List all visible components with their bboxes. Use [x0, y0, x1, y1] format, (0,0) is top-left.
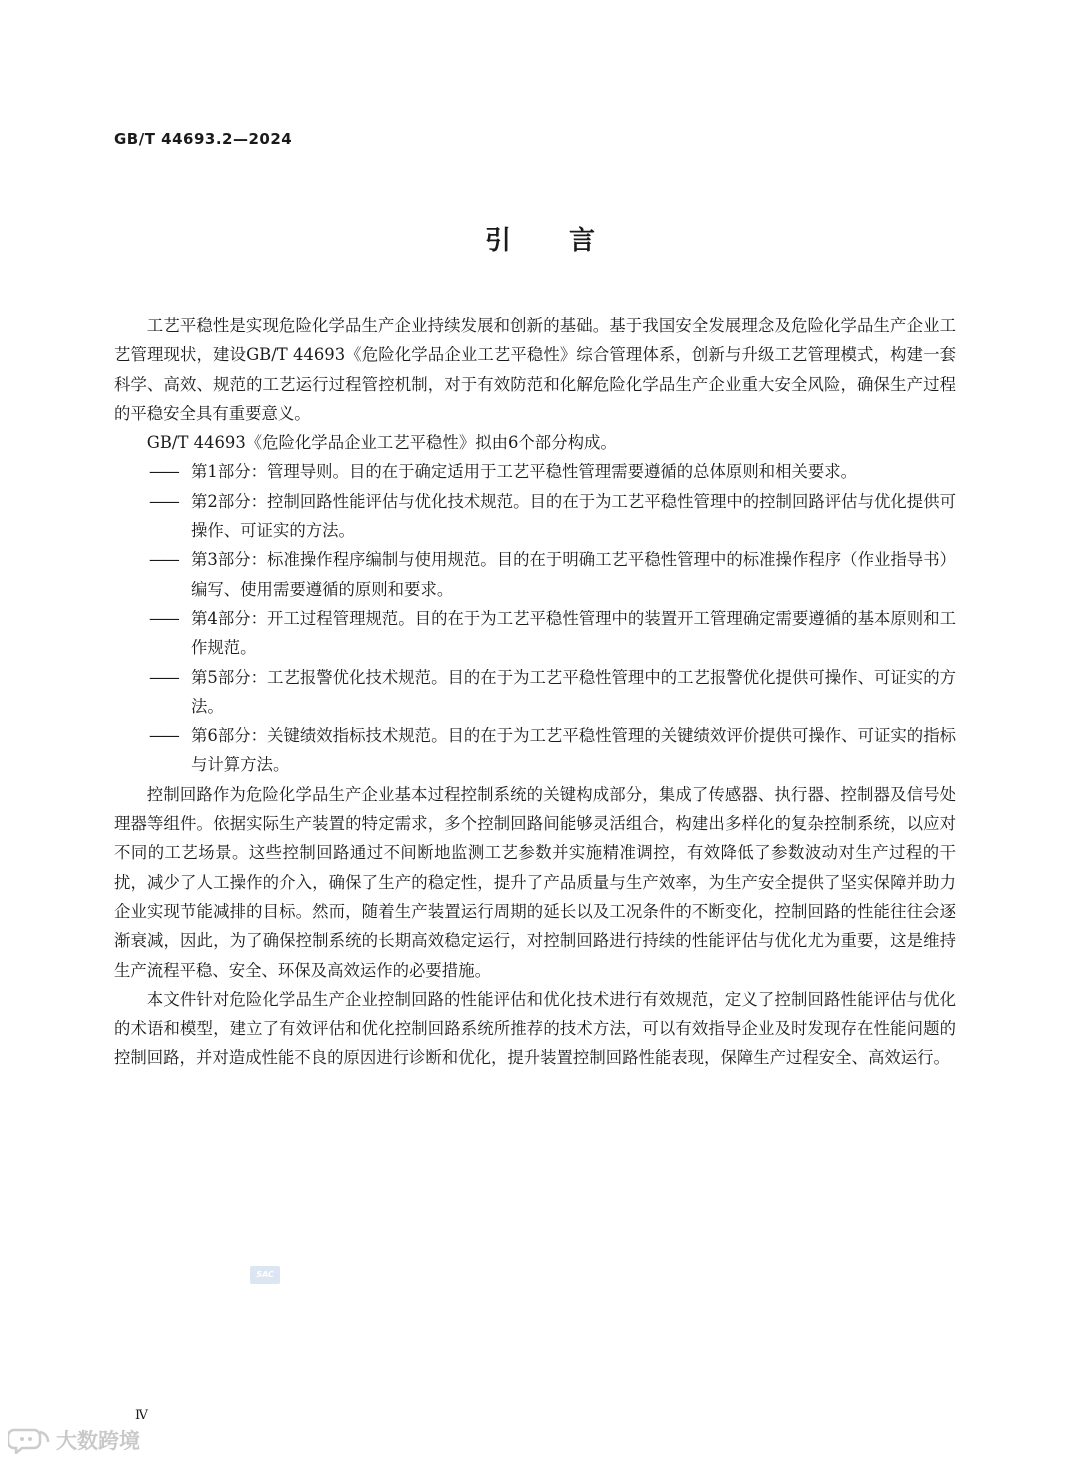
list-item-text: 第2部分：控制回路性能评估与优化技术规范。目的在于为工艺平稳性管理中的控制回路评估与优化提供可操作、可证实的方法。 [191, 491, 956, 541]
list-item-part-4 [114, 604, 956, 663]
list-item-part-5 [114, 663, 956, 722]
list-item-text: 第6部分：关键绩效指标技术规范。目的在于为工艺平稳性管理的关键绩效评价提供可操作、可证实的指标与计算方法。 [191, 726, 956, 775]
paragraph-intro: 工艺平稳性是实现危险化学品生产企业持续发展和创新的基础。基于我国安全发展理念及危险化学品生产企业工艺管理现状，建设GB/T 44693《危险化学品企业工艺平稳性》综合管理体系，创新与升级工艺管理模式，构建一套科学、高效、规范的工艺运行过程管控机制，对于有效防范和化解危险化学品生产企业重大安全风险，确保生产过程的平稳安全具有重要意义。 [114, 316, 956, 423]
watermark-text: 大数跨境 [56, 1429, 140, 1453]
watermark [8, 1425, 140, 1455]
speech-bubble-logo-icon [8, 1426, 52, 1454]
list-item-text: 第5部分：工艺报警优化技术规范。目的在于为工艺平稳性管理中的工艺报警优化提供可操作、可证实的方法。 [191, 667, 956, 716]
list-item-part-6 [114, 721, 956, 780]
list-item-part-3 [114, 545, 956, 604]
list-dash: —— [149, 667, 178, 687]
list-dash: —— [149, 462, 178, 482]
list-item-part-2 [114, 487, 956, 546]
sac-logo-icon: SAC [250, 1266, 280, 1284]
paragraph-control-loops: 控制回路作为危险化学品生产企业基本过程控制系统的关键构成部分，集成了传感器、执行器、控制器及信号处理器等组件。依据实际生产装置的特定需求，多个控制回路间能够灵活组合，构建出多样化的复杂控制系统，以应对不同的工艺场景。这些控制回路通过不间断地监测工艺参数并实施精准调控，有效降低了参数波动对生产过程的干扰，减少了人工操作的介入，确保了生产的稳定性，提升了产品质量与生产效率，为生产安全提供了坚实保障并助力企业实现节能减排的目标。然而，随着生产装置运行周期的延长以及工况条件的不断变化，控制回路的性能往往会逐渐衰减，因此，为了确保控制系统的长期高效稳定运行，对控制回路进行持续的性能评估与优化尤为重要，这是维持生产流程平稳、安全、环保及高效运作的必要措施。 [114, 784, 956, 980]
standard-number: GB/T 44693.2—2024 [114, 130, 293, 148]
page-number: Ⅳ [135, 1408, 148, 1423]
list-dash: —— [149, 726, 178, 746]
paragraph-parts-overview: GB/T 44693《危险化学品企业工艺平稳性》拟由6个部分构成。 [146, 433, 617, 453]
list-item-text: 第4部分：开工过程管理规范。目的在于为工艺平稳性管理中的装置开工管理确定需要遵循的基本原则和工作规范。 [191, 608, 956, 658]
list-dash: —— [149, 608, 178, 628]
page-title: 引言 [484, 226, 653, 256]
document-body [114, 311, 956, 1073]
paragraph-scope: 本文件针对危险化学品生产企业控制回路的性能评估和优化技术进行有效规范，定义了控制回路性能评估与优化的术语和模型，建立了有效评估和优化控制回路系统所推荐的技术方法，可以有效指导企业及时发现存在性能问题的控制回路，并对造成性能不良的原因进行诊断和优化，提升装置控制回路性能表现，保障生产过程安全、高效运行。 [114, 989, 956, 1068]
list-dash: —— [149, 491, 178, 511]
list-item-text: 第3部分：标准操作程序编制与使用规范。目的在于明确工艺平稳性管理中的标准操作程序（作业指导书）编写、使用需要遵循的原则和要求。 [191, 550, 956, 599]
list-item-part-1 [114, 457, 956, 486]
list-item-text: 第1部分：管理导则。目的在于确定适用于工艺平稳性管理需要遵循的总体原则和相关要求。 [191, 462, 858, 482]
list-dash: —— [149, 550, 178, 570]
